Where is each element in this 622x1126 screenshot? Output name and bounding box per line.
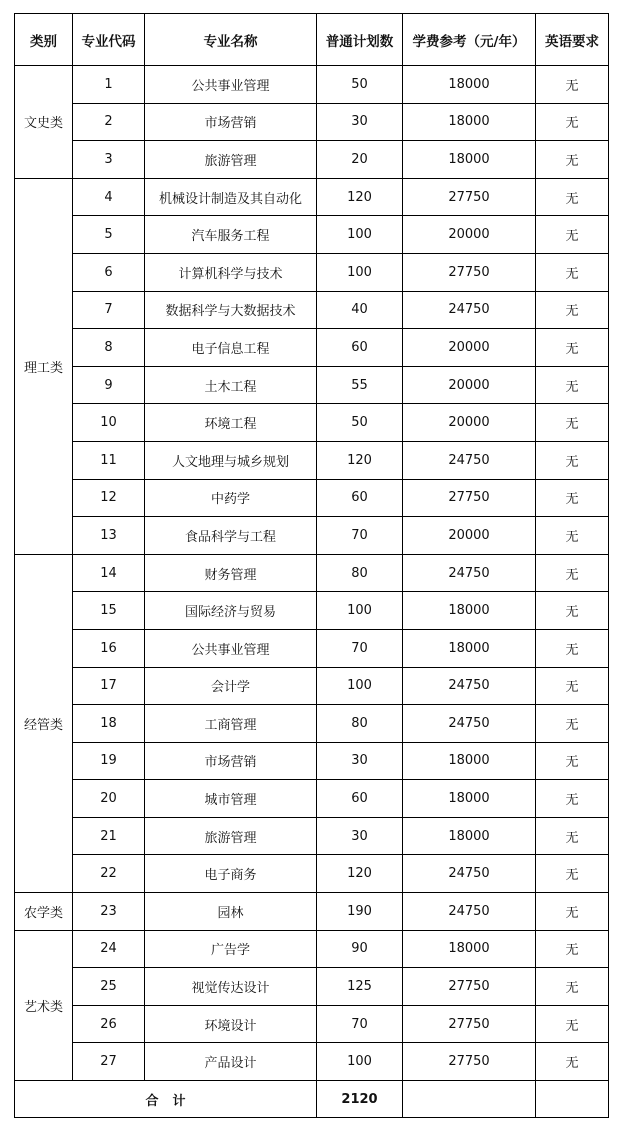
tuition: 20000 bbox=[403, 404, 536, 442]
plan-count: 100 bbox=[317, 216, 403, 254]
english-requirement: 无 bbox=[536, 141, 609, 179]
major-name: 中药学 bbox=[145, 479, 317, 517]
plan-count: 60 bbox=[317, 329, 403, 367]
major-code: 20 bbox=[73, 780, 145, 818]
english-requirement: 无 bbox=[536, 216, 609, 254]
category-cell: 理工类 bbox=[15, 178, 73, 554]
table-row bbox=[15, 817, 609, 855]
tuition: 20000 bbox=[403, 216, 536, 254]
english-requirement: 无 bbox=[536, 66, 609, 104]
major-code: 25 bbox=[73, 968, 145, 1006]
tuition: 24750 bbox=[403, 667, 536, 705]
table-row bbox=[15, 441, 609, 479]
table-row bbox=[15, 479, 609, 517]
table-row bbox=[15, 1043, 609, 1081]
plan-count: 120 bbox=[317, 178, 403, 216]
total-english-requirement bbox=[536, 1081, 609, 1118]
major-code: 16 bbox=[73, 629, 145, 667]
tuition: 18000 bbox=[403, 629, 536, 667]
major-code: 21 bbox=[73, 817, 145, 855]
tuition: 27750 bbox=[403, 178, 536, 216]
table-row bbox=[15, 554, 609, 592]
english-requirement: 无 bbox=[536, 742, 609, 780]
tuition: 18000 bbox=[403, 66, 536, 104]
tuition: 18000 bbox=[403, 930, 536, 968]
table-body bbox=[15, 66, 609, 1118]
major-name: 计算机科学与技术 bbox=[145, 253, 317, 291]
major-code: 19 bbox=[73, 742, 145, 780]
table-row bbox=[15, 178, 609, 216]
table-row bbox=[15, 141, 609, 179]
enrollment-plan-table bbox=[14, 13, 609, 1118]
english-requirement: 无 bbox=[536, 592, 609, 630]
table-row bbox=[15, 930, 609, 968]
english-requirement: 无 bbox=[536, 479, 609, 517]
major-code: 2 bbox=[73, 103, 145, 141]
table-row bbox=[15, 291, 609, 329]
major-name: 旅游管理 bbox=[145, 141, 317, 179]
plan-count: 40 bbox=[317, 291, 403, 329]
english-requirement: 无 bbox=[536, 404, 609, 442]
category-cell: 文史类 bbox=[15, 66, 73, 179]
major-code: 3 bbox=[73, 141, 145, 179]
plan-count: 190 bbox=[317, 893, 403, 931]
table-row bbox=[15, 629, 609, 667]
major-code: 15 bbox=[73, 592, 145, 630]
header-category: 类别 bbox=[15, 14, 73, 66]
major-name: 数据科学与大数据技术 bbox=[145, 291, 317, 329]
major-code: 1 bbox=[73, 66, 145, 104]
plan-count: 120 bbox=[317, 855, 403, 893]
major-code: 17 bbox=[73, 667, 145, 705]
major-name: 视觉传达设计 bbox=[145, 968, 317, 1006]
plan-count: 60 bbox=[317, 479, 403, 517]
plan-count: 30 bbox=[317, 103, 403, 141]
tuition: 27750 bbox=[403, 1043, 536, 1081]
major-name: 公共事业管理 bbox=[145, 629, 317, 667]
table-row bbox=[15, 329, 609, 367]
header-english-requirement: 英语要求 bbox=[536, 14, 609, 66]
english-requirement: 无 bbox=[536, 705, 609, 743]
major-name: 人文地理与城乡规划 bbox=[145, 441, 317, 479]
plan-count: 100 bbox=[317, 592, 403, 630]
table-row bbox=[15, 855, 609, 893]
table-row bbox=[15, 780, 609, 818]
tuition: 24750 bbox=[403, 441, 536, 479]
header-row bbox=[15, 14, 609, 66]
tuition: 24750 bbox=[403, 855, 536, 893]
header-tuition: 学费参考（元/年） bbox=[403, 14, 536, 66]
plan-count: 80 bbox=[317, 705, 403, 743]
table-row bbox=[15, 66, 609, 104]
major-name: 工商管理 bbox=[145, 705, 317, 743]
plan-count: 30 bbox=[317, 742, 403, 780]
plan-count: 20 bbox=[317, 141, 403, 179]
table-row bbox=[15, 103, 609, 141]
tuition: 20000 bbox=[403, 366, 536, 404]
major-code: 14 bbox=[73, 554, 145, 592]
major-code: 13 bbox=[73, 517, 145, 555]
category-cell: 农学类 bbox=[15, 893, 73, 931]
table-row bbox=[15, 216, 609, 254]
major-code: 26 bbox=[73, 1005, 145, 1043]
english-requirement: 无 bbox=[536, 893, 609, 931]
tuition: 18000 bbox=[403, 817, 536, 855]
english-requirement: 无 bbox=[536, 329, 609, 367]
tuition: 27750 bbox=[403, 1005, 536, 1043]
plan-count: 125 bbox=[317, 968, 403, 1006]
major-name: 市场营销 bbox=[145, 742, 317, 780]
english-requirement: 无 bbox=[536, 930, 609, 968]
major-name: 公共事业管理 bbox=[145, 66, 317, 104]
table-row bbox=[15, 517, 609, 555]
plan-count: 55 bbox=[317, 366, 403, 404]
english-requirement: 无 bbox=[536, 968, 609, 1006]
major-name: 城市管理 bbox=[145, 780, 317, 818]
major-name: 国际经济与贸易 bbox=[145, 592, 317, 630]
table-row bbox=[15, 592, 609, 630]
plan-count: 80 bbox=[317, 554, 403, 592]
english-requirement: 无 bbox=[536, 253, 609, 291]
tuition: 24750 bbox=[403, 291, 536, 329]
english-requirement: 无 bbox=[536, 667, 609, 705]
english-requirement: 无 bbox=[536, 178, 609, 216]
table-row bbox=[15, 667, 609, 705]
english-requirement: 无 bbox=[536, 291, 609, 329]
major-code: 22 bbox=[73, 855, 145, 893]
tuition: 27750 bbox=[403, 253, 536, 291]
major-name: 电子信息工程 bbox=[145, 329, 317, 367]
english-requirement: 无 bbox=[536, 441, 609, 479]
major-name: 土木工程 bbox=[145, 366, 317, 404]
plan-count: 90 bbox=[317, 930, 403, 968]
tuition: 20000 bbox=[403, 517, 536, 555]
major-name: 市场营销 bbox=[145, 103, 317, 141]
major-name: 汽车服务工程 bbox=[145, 216, 317, 254]
total-tuition bbox=[403, 1081, 536, 1118]
plan-count: 70 bbox=[317, 517, 403, 555]
tuition: 24750 bbox=[403, 554, 536, 592]
english-requirement: 无 bbox=[536, 103, 609, 141]
major-name: 电子商务 bbox=[145, 855, 317, 893]
plan-count: 50 bbox=[317, 66, 403, 104]
english-requirement: 无 bbox=[536, 1043, 609, 1081]
tuition: 18000 bbox=[403, 742, 536, 780]
major-code: 18 bbox=[73, 705, 145, 743]
plan-count: 100 bbox=[317, 667, 403, 705]
plan-count: 70 bbox=[317, 629, 403, 667]
table-row bbox=[15, 253, 609, 291]
major-code: 11 bbox=[73, 441, 145, 479]
table-row bbox=[15, 968, 609, 1006]
major-name: 食品科学与工程 bbox=[145, 517, 317, 555]
header-major-code: 专业代码 bbox=[73, 14, 145, 66]
plan-count: 70 bbox=[317, 1005, 403, 1043]
major-code: 27 bbox=[73, 1043, 145, 1081]
major-name: 旅游管理 bbox=[145, 817, 317, 855]
table-row bbox=[15, 1005, 609, 1043]
table-row bbox=[15, 705, 609, 743]
major-code: 23 bbox=[73, 893, 145, 931]
plan-count: 100 bbox=[317, 253, 403, 291]
major-name: 环境设计 bbox=[145, 1005, 317, 1043]
tuition: 18000 bbox=[403, 103, 536, 141]
category-cell: 艺术类 bbox=[15, 930, 73, 1080]
major-name: 机械设计制造及其自动化 bbox=[145, 178, 317, 216]
tuition: 24750 bbox=[403, 705, 536, 743]
english-requirement: 无 bbox=[536, 629, 609, 667]
english-requirement: 无 bbox=[536, 554, 609, 592]
major-name: 园林 bbox=[145, 893, 317, 931]
tuition: 27750 bbox=[403, 968, 536, 1006]
tuition: 18000 bbox=[403, 592, 536, 630]
major-name: 会计学 bbox=[145, 667, 317, 705]
plan-count: 100 bbox=[317, 1043, 403, 1081]
plan-count: 50 bbox=[317, 404, 403, 442]
total-row bbox=[15, 1081, 609, 1118]
total-plan-count: 2120 bbox=[317, 1081, 403, 1118]
table-row bbox=[15, 404, 609, 442]
english-requirement: 无 bbox=[536, 780, 609, 818]
plan-count: 60 bbox=[317, 780, 403, 818]
tuition: 20000 bbox=[403, 329, 536, 367]
tuition: 18000 bbox=[403, 141, 536, 179]
major-name: 产品设计 bbox=[145, 1043, 317, 1081]
tuition: 24750 bbox=[403, 893, 536, 931]
major-code: 12 bbox=[73, 479, 145, 517]
english-requirement: 无 bbox=[536, 855, 609, 893]
header-plan-count: 普通计划数 bbox=[317, 14, 403, 66]
table-row bbox=[15, 742, 609, 780]
major-name: 环境工程 bbox=[145, 404, 317, 442]
major-code: 9 bbox=[73, 366, 145, 404]
english-requirement: 无 bbox=[536, 1005, 609, 1043]
table-row bbox=[15, 366, 609, 404]
major-code: 4 bbox=[73, 178, 145, 216]
tuition: 18000 bbox=[403, 780, 536, 818]
header-major-name: 专业名称 bbox=[145, 14, 317, 66]
table-row bbox=[15, 893, 609, 931]
english-requirement: 无 bbox=[536, 517, 609, 555]
major-code: 6 bbox=[73, 253, 145, 291]
plan-count: 120 bbox=[317, 441, 403, 479]
major-code: 10 bbox=[73, 404, 145, 442]
major-code: 5 bbox=[73, 216, 145, 254]
enrollment-plan-table-container bbox=[14, 13, 609, 1118]
english-requirement: 无 bbox=[536, 366, 609, 404]
tuition: 27750 bbox=[403, 479, 536, 517]
major-code: 7 bbox=[73, 291, 145, 329]
category-cell: 经管类 bbox=[15, 554, 73, 892]
major-code: 8 bbox=[73, 329, 145, 367]
major-name: 广告学 bbox=[145, 930, 317, 968]
major-name: 财务管理 bbox=[145, 554, 317, 592]
plan-count: 30 bbox=[317, 817, 403, 855]
major-code: 24 bbox=[73, 930, 145, 968]
english-requirement: 无 bbox=[536, 817, 609, 855]
total-label: 合计 bbox=[15, 1081, 317, 1118]
